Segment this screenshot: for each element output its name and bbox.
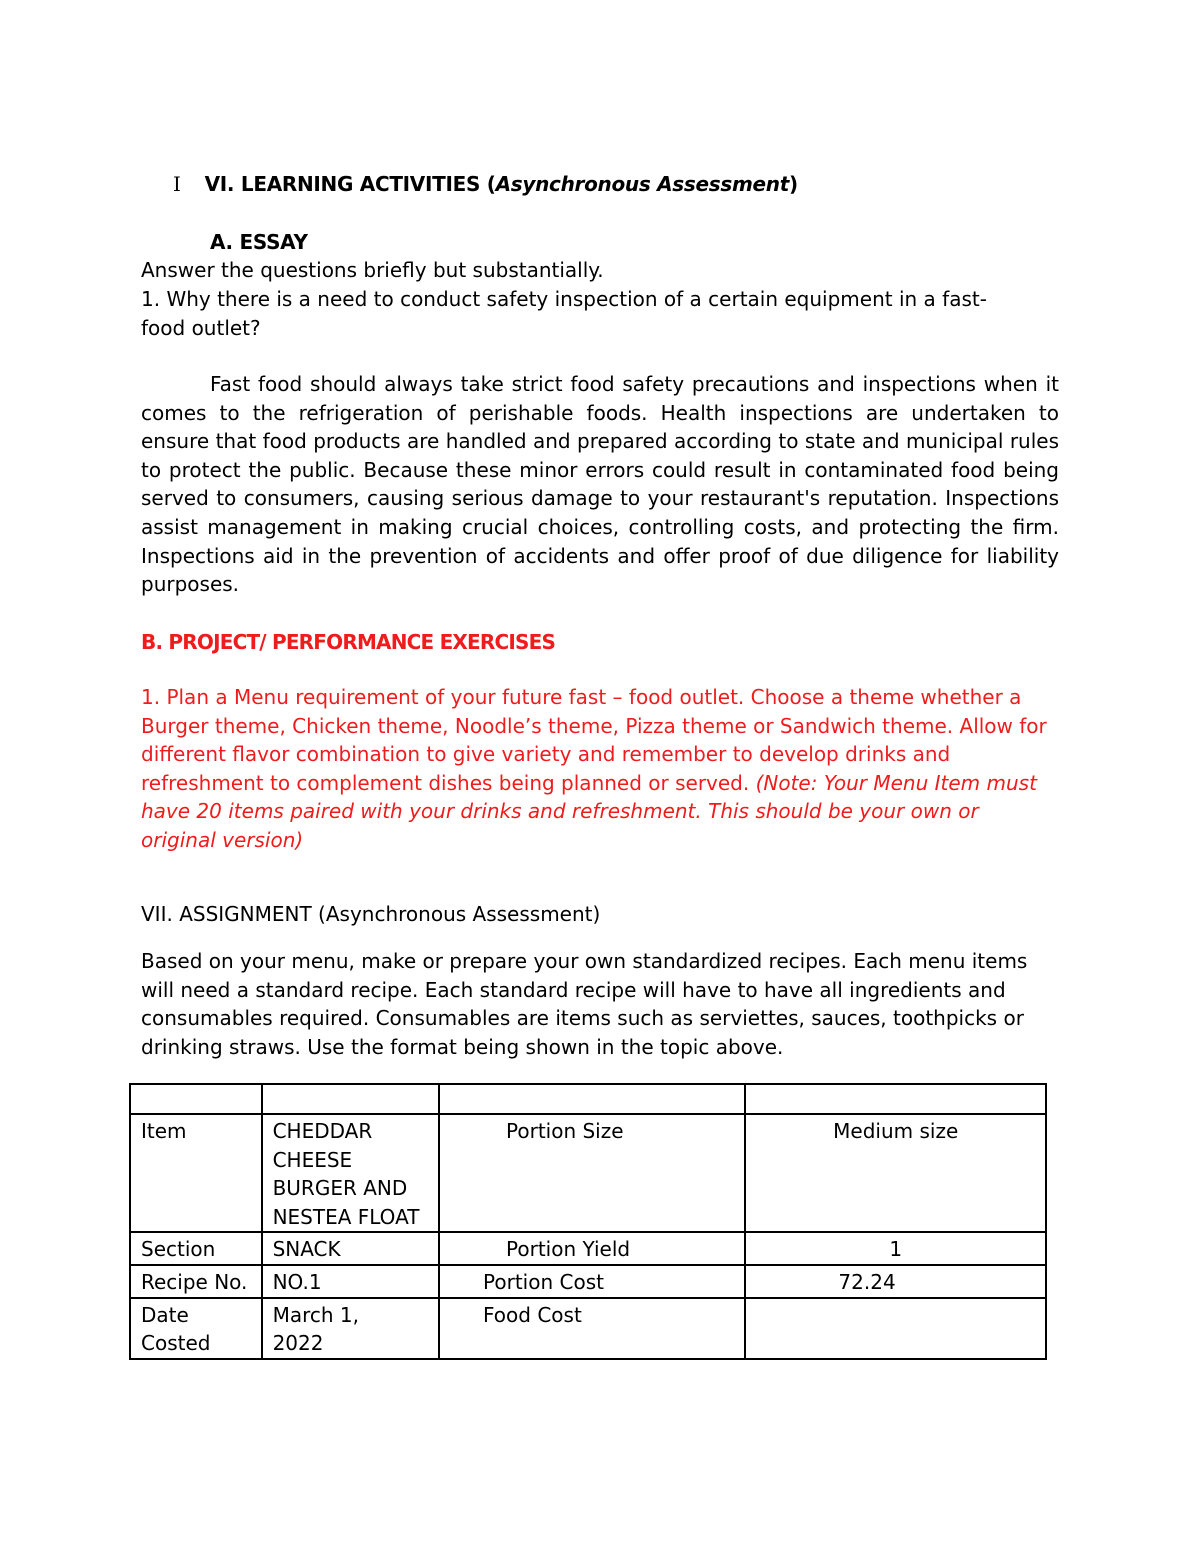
- portion-yield-value-cell: 1: [745, 1232, 1046, 1265]
- item-label-cell: Item: [130, 1114, 262, 1232]
- table-row: [130, 1265, 1046, 1298]
- project-item-note: (Note: Your Menu Item must have 20 items paired with your drinks and refreshment. This should be your own or original version): [141, 770, 1037, 852]
- portion-cost-value-cell: 72.24: [745, 1265, 1046, 1298]
- essay-answer: Fast food should always take strict food safety precautions and inspections when it comes to the refrigeration of perishable foods. Health inspections are undertaken to ensure that food products are handled and prepared according to state and municipal rules to protect the public. Because these minor errors could result in contaminated food being served to consumers, causing serious damage to your restaurant's reputation. Inspections assist management in making crucial choices, controlling costs, and protecting the firm. Inspections aid in the prevention of accidents and offer proof of due diligence for liability purposes.: [141, 372, 1059, 597]
- essay-question: 1. Why there is a need to conduct safety inspection of a certain equipment in a fast-food outlet?: [141, 287, 987, 340]
- section-label-cell: Section: [130, 1232, 262, 1265]
- recipe-no-label-cell: Recipe No.: [130, 1265, 262, 1298]
- recipe-no-value-cell: NO.1: [262, 1265, 439, 1298]
- empty-cell: [745, 1084, 1046, 1114]
- section-vi-heading: [173, 172, 798, 196]
- table-row: [130, 1232, 1046, 1265]
- portion-size-value-cell: Medium size: [745, 1114, 1046, 1232]
- section-vi-title-prefix: VI. LEARNING ACTIVITIES (: [204, 172, 496, 196]
- portion-cost-label-cell: Portion Cost: [439, 1265, 745, 1298]
- food-cost-label-cell: Food Cost: [439, 1298, 745, 1359]
- assignment-body: Based on your menu, make or prepare your own standardized recipes. Each menu items will need a standard recipe. Each standard recipe will have to have all ingredients and consumables required. Consumables are items such as serviettes, sauces, toothpicks or drinking straws. Use the format being shown in the topic above.: [141, 949, 1028, 1059]
- assignment-heading: VII. ASSIGNMENT (Asynchronous Assessment): [141, 902, 601, 926]
- portion-yield-label-cell: Portion Yield: [439, 1232, 745, 1265]
- standard-recipe-table: [129, 1083, 1047, 1360]
- empty-cell: [439, 1084, 745, 1114]
- section-vi-title-italic: Asynchronous Assessment: [495, 172, 789, 196]
- food-cost-value-cell: [745, 1298, 1046, 1359]
- project-heading: B. PROJECT/ PERFORMANCE EXERCISES: [141, 630, 556, 654]
- date-costed-label-cell: Date Costed: [130, 1298, 262, 1359]
- empty-cell: [262, 1084, 439, 1114]
- essay-instruction: Answer the questions briefly but substantially.: [141, 258, 604, 282]
- table-row: [130, 1084, 1046, 1114]
- section-value-cell: SNACK: [262, 1232, 439, 1265]
- date-costed-value-cell: March 1, 2022: [262, 1298, 439, 1359]
- portion-size-label-cell: Portion Size: [439, 1114, 745, 1232]
- project-item-text: 1. Plan a Menu requirement of your future fast – food outlet. Choose a theme whether a Burger theme, Chicken theme, Noodle’s theme, Pizza theme or Sandwich theme. Allow for different flavor combination to give variety and remember to develop drinks and refreshment to complement dishes being planned or served.: [141, 685, 1047, 795]
- section-mark: I: [173, 172, 181, 196]
- project-item: [141, 683, 1053, 855]
- table-row: [130, 1298, 1046, 1359]
- item-value-cell: CHEDDAR CHEESE BURGER AND NESTEA FLOAT: [262, 1114, 439, 1232]
- section-vi-title-suffix: ): [789, 172, 798, 196]
- empty-cell: [130, 1084, 262, 1114]
- essay-heading: A. ESSAY: [210, 230, 308, 254]
- table-row: [130, 1114, 1046, 1232]
